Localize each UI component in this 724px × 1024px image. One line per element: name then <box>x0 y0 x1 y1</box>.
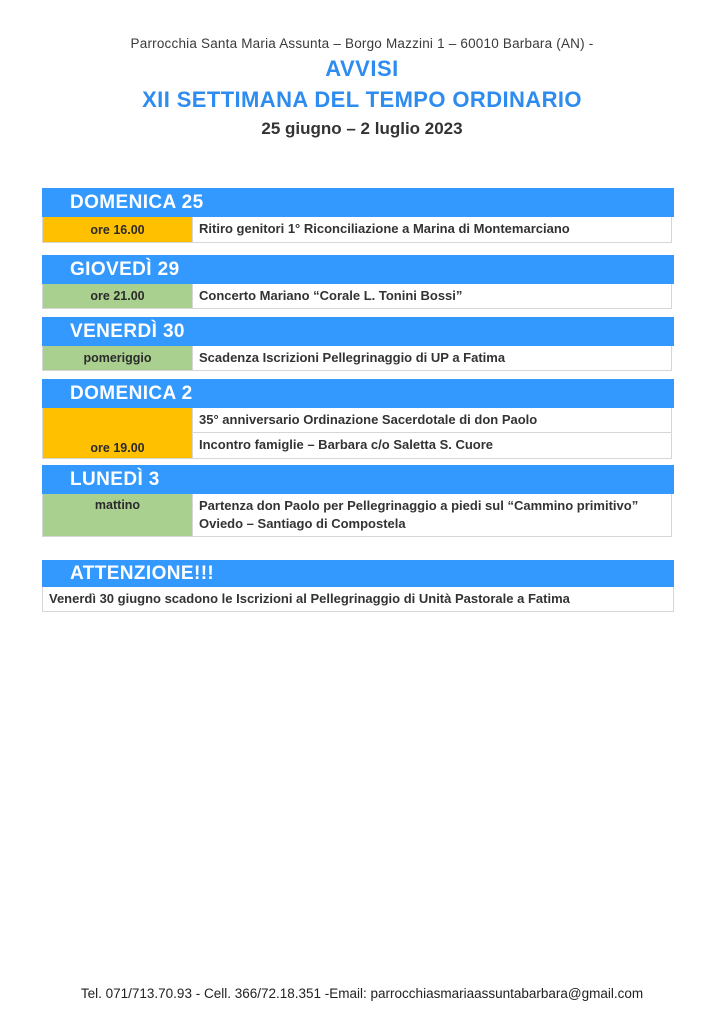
attention-heading: ATTENZIONE!!! <box>42 560 674 587</box>
event-row <box>42 494 672 537</box>
attention-text: Venerdì 30 giugno scadono le Iscrizioni al Pellegrinaggio di Unità Pastorale a Fatima <box>42 587 674 612</box>
event-description: 35° anniversario Ordinazione Sacerdotale di don Paolo <box>192 408 671 433</box>
event-row <box>42 217 672 243</box>
day-heading: GIOVEDÌ 29 <box>42 255 674 284</box>
event-time: ore 16.00 <box>43 217 192 242</box>
day-heading: VENERDÌ 30 <box>42 317 674 346</box>
event-time: mattino <box>43 494 192 536</box>
event-row <box>42 284 672 309</box>
footer-contacts: Tel. 071/713.70.93 - Cell. 366/72.18.351 -Email: parrocchiasmariaassuntabarbara@gmail.com <box>80 986 644 1001</box>
day-section-domenica-25 <box>42 188 674 243</box>
day-section-venerdi-30 <box>42 317 674 371</box>
day-section-lunedi-3 <box>42 465 674 537</box>
event-time: ore 21.00 <box>43 284 192 308</box>
event-description: Scadenza Iscrizioni Pellegrinaggio di UP a Fatima <box>192 346 671 370</box>
attention-section <box>42 560 674 612</box>
event-description: Ritiro genitori 1° Riconciliazione a Marina di Montemarciano <box>192 217 671 242</box>
event-description: Incontro famiglie – Barbara c/o Saletta S. Cuore <box>192 433 671 458</box>
event-row-group <box>42 408 672 459</box>
event-time: ore 19.00 <box>43 408 192 458</box>
page-subtitle: XII SETTIMANA DEL TEMPO ORDINARIO <box>142 87 582 112</box>
date-range: 25 giugno – 2 luglio 2023 <box>261 119 463 138</box>
event-description: Partenza don Paolo per Pellegrinaggio a piedi sul “Cammino primitivo” Oviedo – Santiago di Compostela <box>192 494 671 536</box>
event-row <box>42 346 672 371</box>
event-time: pomeriggio <box>43 346 192 370</box>
day-heading: DOMENICA 2 <box>42 379 674 408</box>
parish-address: Parrocchia Santa Maria Assunta – Borgo Mazzini 1 – 60010 Barbara (AN) - <box>130 36 594 51</box>
page-header <box>0 34 724 142</box>
day-section-giovedi-29 <box>42 255 674 309</box>
page-title: AVVISI <box>325 56 399 81</box>
day-section-domenica-2 <box>42 379 674 459</box>
day-heading: LUNEDÌ 3 <box>42 465 674 494</box>
event-description: Concerto Mariano “Corale L. Tonini Bossi” <box>192 284 671 308</box>
day-heading: DOMENICA 25 <box>42 188 674 217</box>
